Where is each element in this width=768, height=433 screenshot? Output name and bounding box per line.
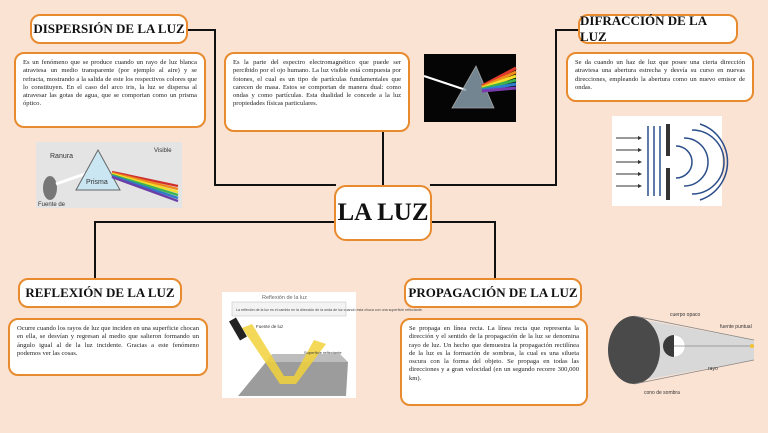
dispersion-title-text: DISPERSIÓN DE LA LUZ <box>33 21 185 36</box>
reflection-surface-label: Superficie reflectante <box>304 350 342 355</box>
label-source: Fuente de <box>38 202 66 208</box>
reflection-source-label: Fuente de luz <box>256 324 284 329</box>
reflection-heading: Reflexión de la luz <box>262 295 307 301</box>
label-opaque: cuerpo opaco <box>670 312 701 318</box>
connector-propagacion <box>430 222 495 278</box>
definition-description: Es la parte del espectro electromagnético que puede ser percibido por el ojo humano. La luz visible está compuesta por fotones, el cual es un tipo de partículas fundamentales que carecen de masa. Estos se comportan de manera dual: como ondas y como partículas. Esta dualidad le concede a la luz propiedades físicas particulares. <box>224 52 410 132</box>
reflexion-title <box>18 278 182 308</box>
shadow-propagation-image <box>604 300 762 400</box>
prism-dispersion-image <box>36 142 182 208</box>
propagacion-title-text: PROPAGACIÓN DE LA LUZ <box>408 285 578 300</box>
difraccion-title-text: DIFRACCIÓN DE LA LUZ <box>580 13 707 44</box>
propagacion-title <box>404 278 582 308</box>
dispersion-title <box>30 14 188 44</box>
reflection-caption: La reflexión de la luz es el cambio en la dirección de la onda de luz cuando esta choca con una superficie reflectante. <box>236 308 423 312</box>
central-topic: LA LUZ <box>334 185 432 241</box>
difraccion-description: Se da cuando un haz de luz que posee una cierta dirección atraviesa una abertura estrecha y desvía su curso en nuevas direcciones, empleando la abertura como un nuevo emisor de ondas. <box>566 52 754 102</box>
diffraction-image <box>612 116 722 206</box>
prism-photo-image <box>424 54 516 122</box>
label-point-source: fuente puntual <box>720 324 752 330</box>
label-prism: Prisma <box>86 179 108 186</box>
label-shadow-cone: cono de sombra <box>644 390 680 396</box>
reflection-image <box>222 292 423 398</box>
difraccion-title <box>578 14 738 44</box>
label-slit: Ranura <box>50 153 73 160</box>
reflexion-title-text: REFLEXIÓN DE LA LUZ <box>25 285 175 300</box>
label-visible: Visible <box>154 148 172 154</box>
connector-reflexion <box>95 222 336 278</box>
reflexion-description: Ocurre cuando los rayos de luz que inciden en una superficie chocan en ella, se desvían y regresan al medio que salieron formando un ángulo igual al de la luz incidente. Gracias a este fenómeno podemos ver las cosas. <box>8 318 208 376</box>
label-ray: rayo <box>708 366 718 372</box>
propagacion-description: Se propaga en línea recta. La línea recta que representa la dirección y el sentido de la propagación de la luz se denomina rayo de luz. Un hecho que demuestra la propagación rectilínea de la luz es la formación de sombras, la cual es una silueta oscura con la forma del objeto. Se propaga en todas las direcciones y a gran velocidad (en un segundo recorre 300,000 km). <box>400 318 588 406</box>
dispersion-description: Es un fenómeno que se produce cuando un rayo de luz blanca atraviesa un medio transparente (por ejemplo al aire) y se refracta, mostrando a la salida de este los respectivos colores que lo constituyen. En el caso del arco iris, la luz se dispersa al atravesar las gotas de agua, que se comportan como un prisma óptico. <box>14 52 206 128</box>
